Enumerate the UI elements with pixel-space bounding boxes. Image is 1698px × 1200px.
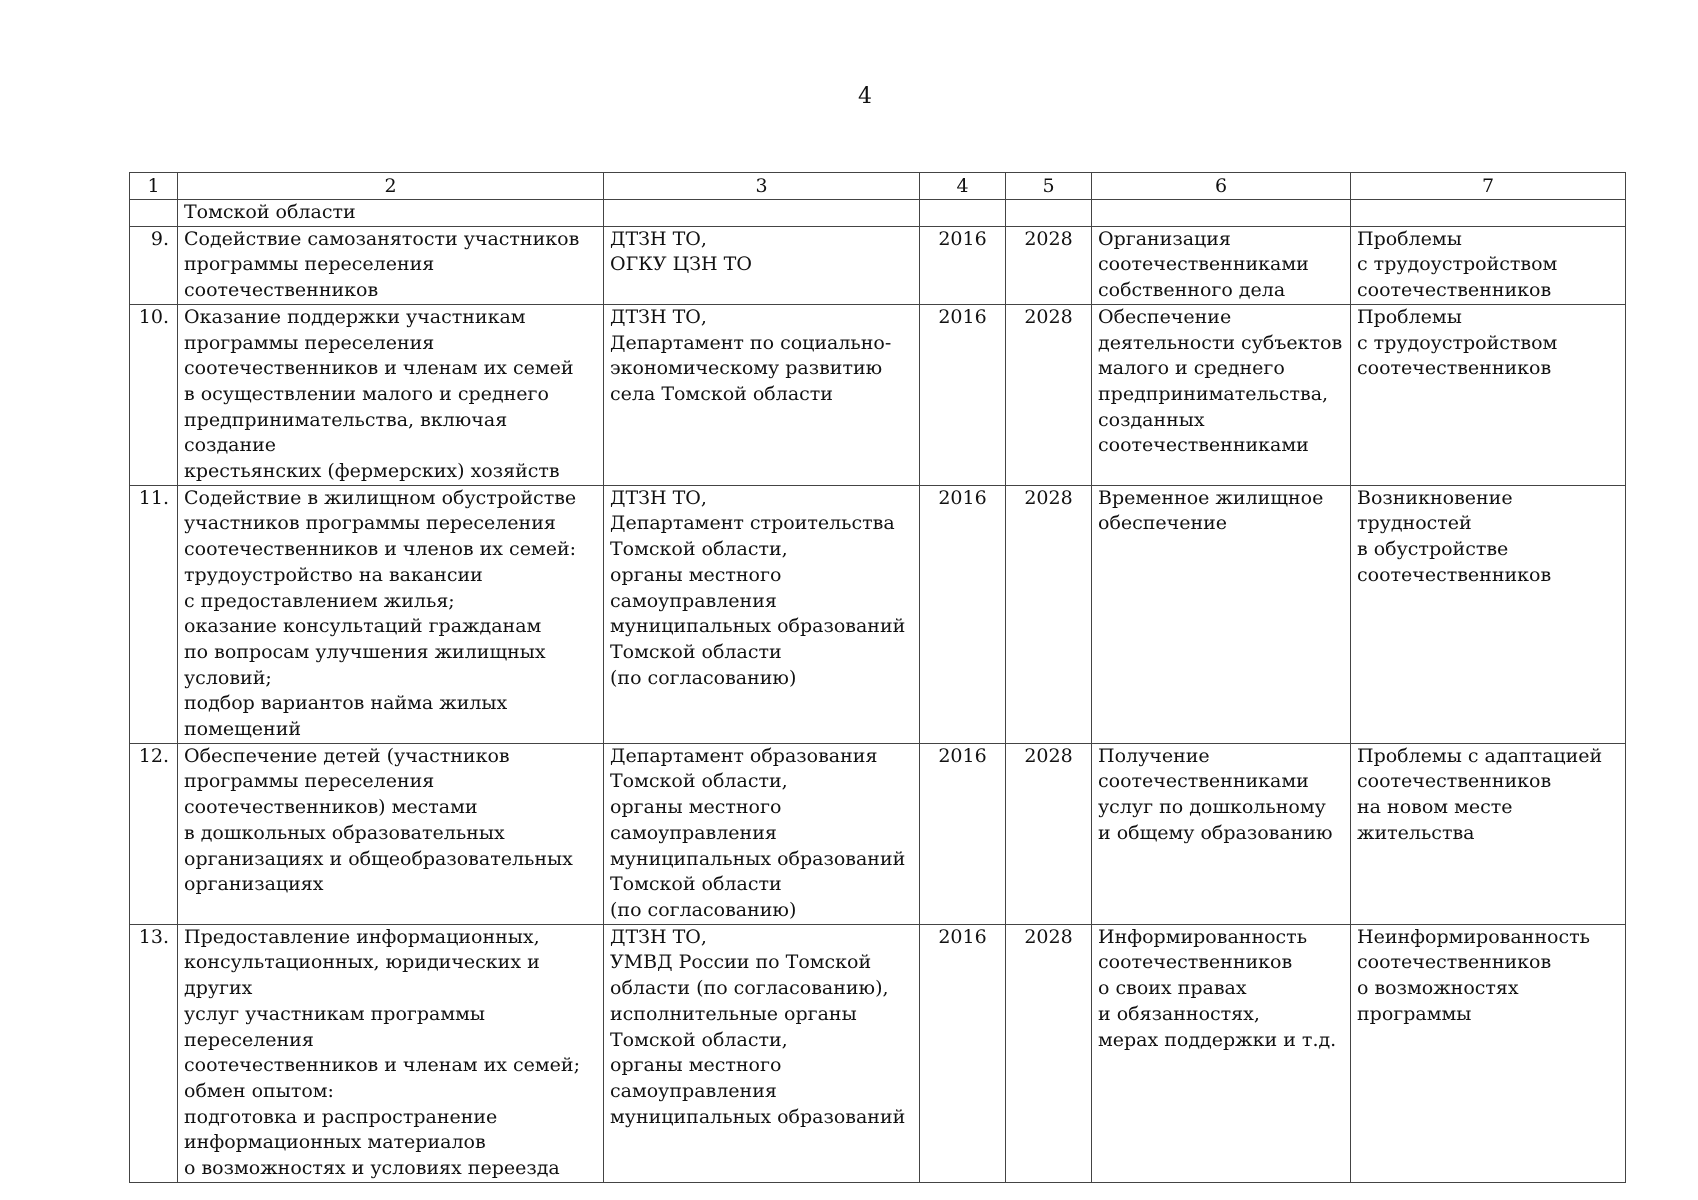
- executors-cell: ДТЗН ТО, ОГКУ ЦЗН ТО: [604, 226, 920, 304]
- risks-cell: Неинформированность соотечественников о возможностях программы: [1351, 924, 1626, 1182]
- column-number-header: 7: [1351, 173, 1626, 200]
- executors-cell: ДТЗН ТО, Департамент по социально- экономическому развитию села Томской области: [604, 304, 920, 485]
- executors-cell: Департамент образования Томской области, органы местного самоуправления муниципальных образований Томской области (по согласованию): [604, 743, 920, 924]
- end-year-cell: 2028: [1006, 743, 1092, 924]
- end-year-cell: 2028: [1006, 226, 1092, 304]
- row-number: 9.: [130, 226, 178, 304]
- table-row: [130, 304, 1626, 485]
- table-row: [130, 743, 1626, 924]
- start-year-cell: 2016: [920, 485, 1006, 743]
- risks-cell: Возникновение трудностей в обустройстве соотечественников: [1351, 485, 1626, 743]
- result-cell: Получение соотечественниками услуг по дошкольному и общему образованию: [1092, 743, 1351, 924]
- page-number: 4: [858, 84, 872, 109]
- action-cell: Содействие в жилищном обустройстве участников программы переселения соотечественников и членов их семей: трудоустройство на вакансии с предоставлением жилья; оказание консультаций гражданам по вопросам улучшения жилищных условий; подбор вариантов найма жилых помещений: [178, 485, 604, 743]
- column-number-header: 5: [1006, 173, 1092, 200]
- action-cell: Обеспечение детей (участников программы переселения соотечественников) местами в дошкольных образовательных организациях и общеобразовательных организациях: [178, 743, 604, 924]
- start-year-cell: 2016: [920, 226, 1006, 304]
- result-cell: Обеспечение деятельности субъектов малого и среднего предпринимательства, созданных соотечественниками: [1092, 304, 1351, 485]
- continuation-text: Томской области: [178, 200, 604, 227]
- column-number-row: [130, 173, 1626, 200]
- row-number: 11.: [130, 485, 178, 743]
- table-row: [130, 226, 1626, 304]
- risks-cell: Проблемы с трудоустройством соотечественников: [1351, 226, 1626, 304]
- column-number-header: 2: [178, 173, 604, 200]
- start-year-cell: 2016: [920, 304, 1006, 485]
- table-row: [130, 924, 1626, 1182]
- table-row: [130, 485, 1626, 743]
- start-year-cell: 2016: [920, 743, 1006, 924]
- column-number-header: 6: [1092, 173, 1351, 200]
- continuation-row: [130, 200, 1626, 227]
- result-cell: Информированность соотечественников о своих правах и обязанностях, мерах поддержки и т.д.: [1092, 924, 1351, 1182]
- executors-cell: ДТЗН ТО, Департамент строительства Томской области, органы местного самоуправления муниципальных образований Томской области (по согласованию): [604, 485, 920, 743]
- measures-table: [129, 172, 1626, 1183]
- column-number-header: 4: [920, 173, 1006, 200]
- row-number: 12.: [130, 743, 178, 924]
- end-year-cell: 2028: [1006, 304, 1092, 485]
- result-cell: Временное жилищное обеспечение: [1092, 485, 1351, 743]
- risks-cell: Проблемы с трудоустройством соотечественников: [1351, 304, 1626, 485]
- end-year-cell: 2028: [1006, 485, 1092, 743]
- row-number: 10.: [130, 304, 178, 485]
- column-number-header: 3: [604, 173, 920, 200]
- row-number: 13.: [130, 924, 178, 1182]
- risks-cell: Проблемы с адаптацией соотечественников на новом месте жительства: [1351, 743, 1626, 924]
- end-year-cell: 2028: [1006, 924, 1092, 1182]
- executors-cell: ДТЗН ТО, УМВД России по Томской области (по согласованию), исполнительные органы Томской области, органы местного самоуправления муниципальных образований: [604, 924, 920, 1182]
- action-cell: Предоставление информационных, консультационных, юридических и других услуг участникам программы переселения соотечественников и членам их семей; обмен опытом: подготовка и распространение информационных материалов о возможностях и условиях переезда: [178, 924, 604, 1182]
- action-cell: Оказание поддержки участникам программы переселения соотечественников и членам их семей в осуществлении малого и среднего предпринимательства, включая создание крестьянских (фермерских) хозяйств: [178, 304, 604, 485]
- column-number-header: 1: [130, 173, 178, 200]
- start-year-cell: 2016: [920, 924, 1006, 1182]
- result-cell: Организация соотечественниками собственного дела: [1092, 226, 1351, 304]
- action-cell: Содействие самозанятости участников программы переселения соотечественников: [178, 226, 604, 304]
